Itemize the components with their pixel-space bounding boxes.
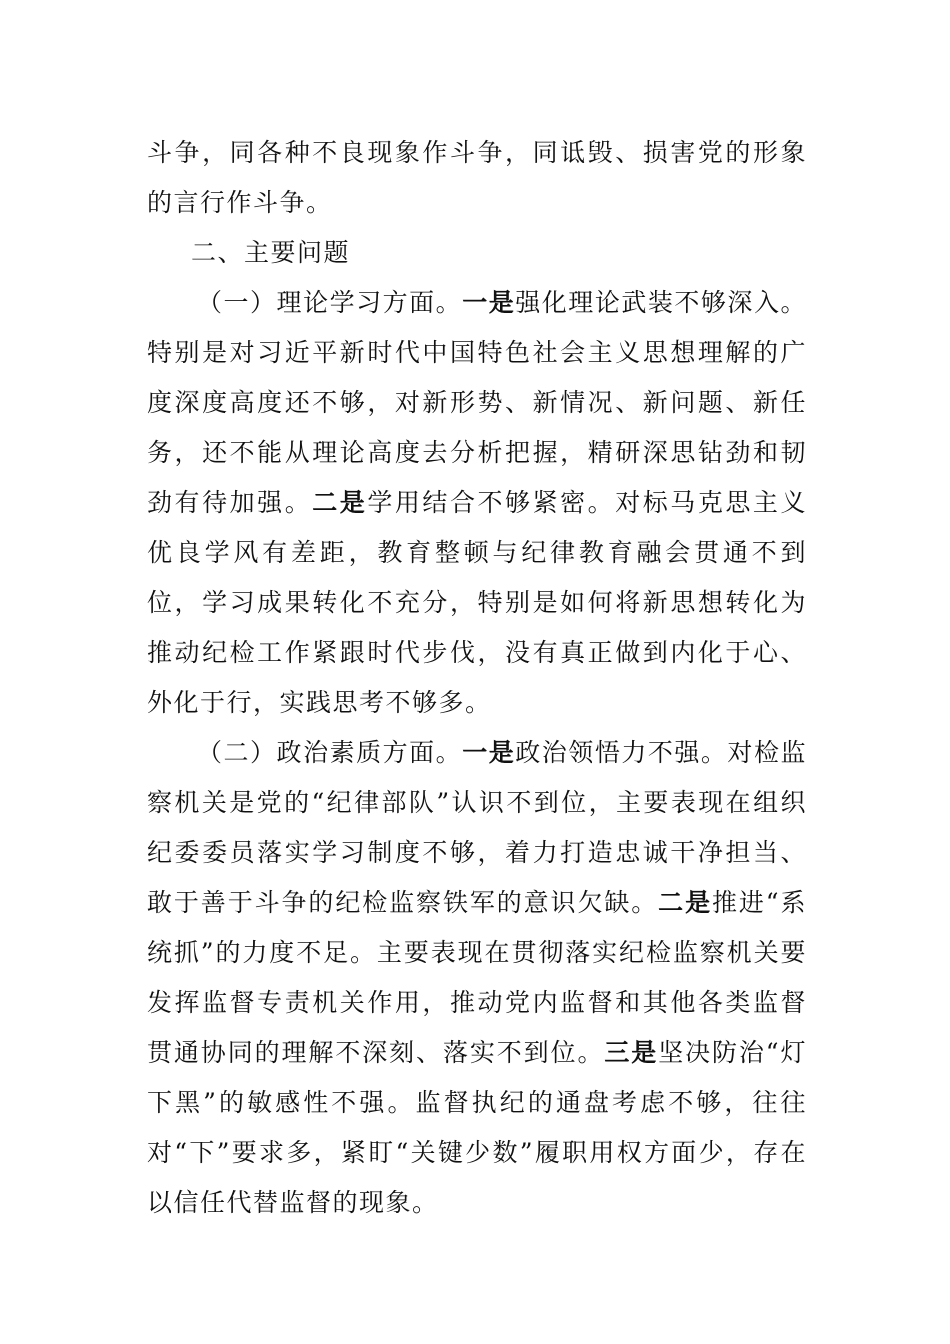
point-marker-3: 三是 [604,1038,659,1067]
point-text-1: 强化理论武装不够深入。特别是对习近平新时代中国特色社会主义思想理解的广度深度高度还不够，对新形势、新情况、新问题、新任务，还不能从理论高度去分析把握，精研深思钻劲和韧劲有待加强。 [147,288,807,517]
point-marker-1: 一是 [462,288,516,317]
paragraph-continuation [147,128,807,228]
paragraph-political-quality [147,728,807,1228]
paragraph-text: 斗争，同各种不良现象作斗争，同诋毁、损害党的形象的言行作斗争。 [147,138,807,217]
point-text-3: 坚决防治“灯下黑”的敏感性不强。监督执纪的通盘考虑不够，往往对“下”要求多，紧盯“关键少数”履职用权方面少，存在以信任代替监督的现象。 [147,1038,807,1217]
point-marker-2: 二是 [658,888,712,917]
section-heading [147,228,807,278]
point-marker-2: 二是 [312,488,368,517]
document-body [147,128,807,1228]
point-text-2: 推进“系统抓”的力度不足。主要表现在贯彻落实纪检监察机关要发挥监督专责机关作用，推动党内监督和其他各类监督贯通协同的理解不深刻、落实不到位。 [147,888,807,1067]
subsection-lead: （一）理论学习方面。 [197,288,463,317]
section-heading-text: 二、主要问题 [191,238,351,267]
paragraph-theory-study [147,278,807,728]
point-marker-1: 一是 [462,738,516,767]
point-text-1: 政治领悟力不强。对检监察机关是党的“纪律部队”认识不到位，主要表现在组织纪委委员落实学习制度不够，着力打造忠诚干净担当、敢于善于斗争的纪检监察铁军的意识欠缺。 [147,738,807,917]
subsection-lead: （二）政治素质方面。 [197,738,463,767]
point-text-2: 学用结合不够紧密。对标马克思主义优良学风有差距，教育整顿与纪律教育融会贯通不到位，学习成果转化不充分，特别是如何将新思想转化为推动纪检工作紧跟时代步伐，没有真正做到内化于心、外化于行，实践思考不够多。 [147,488,807,717]
